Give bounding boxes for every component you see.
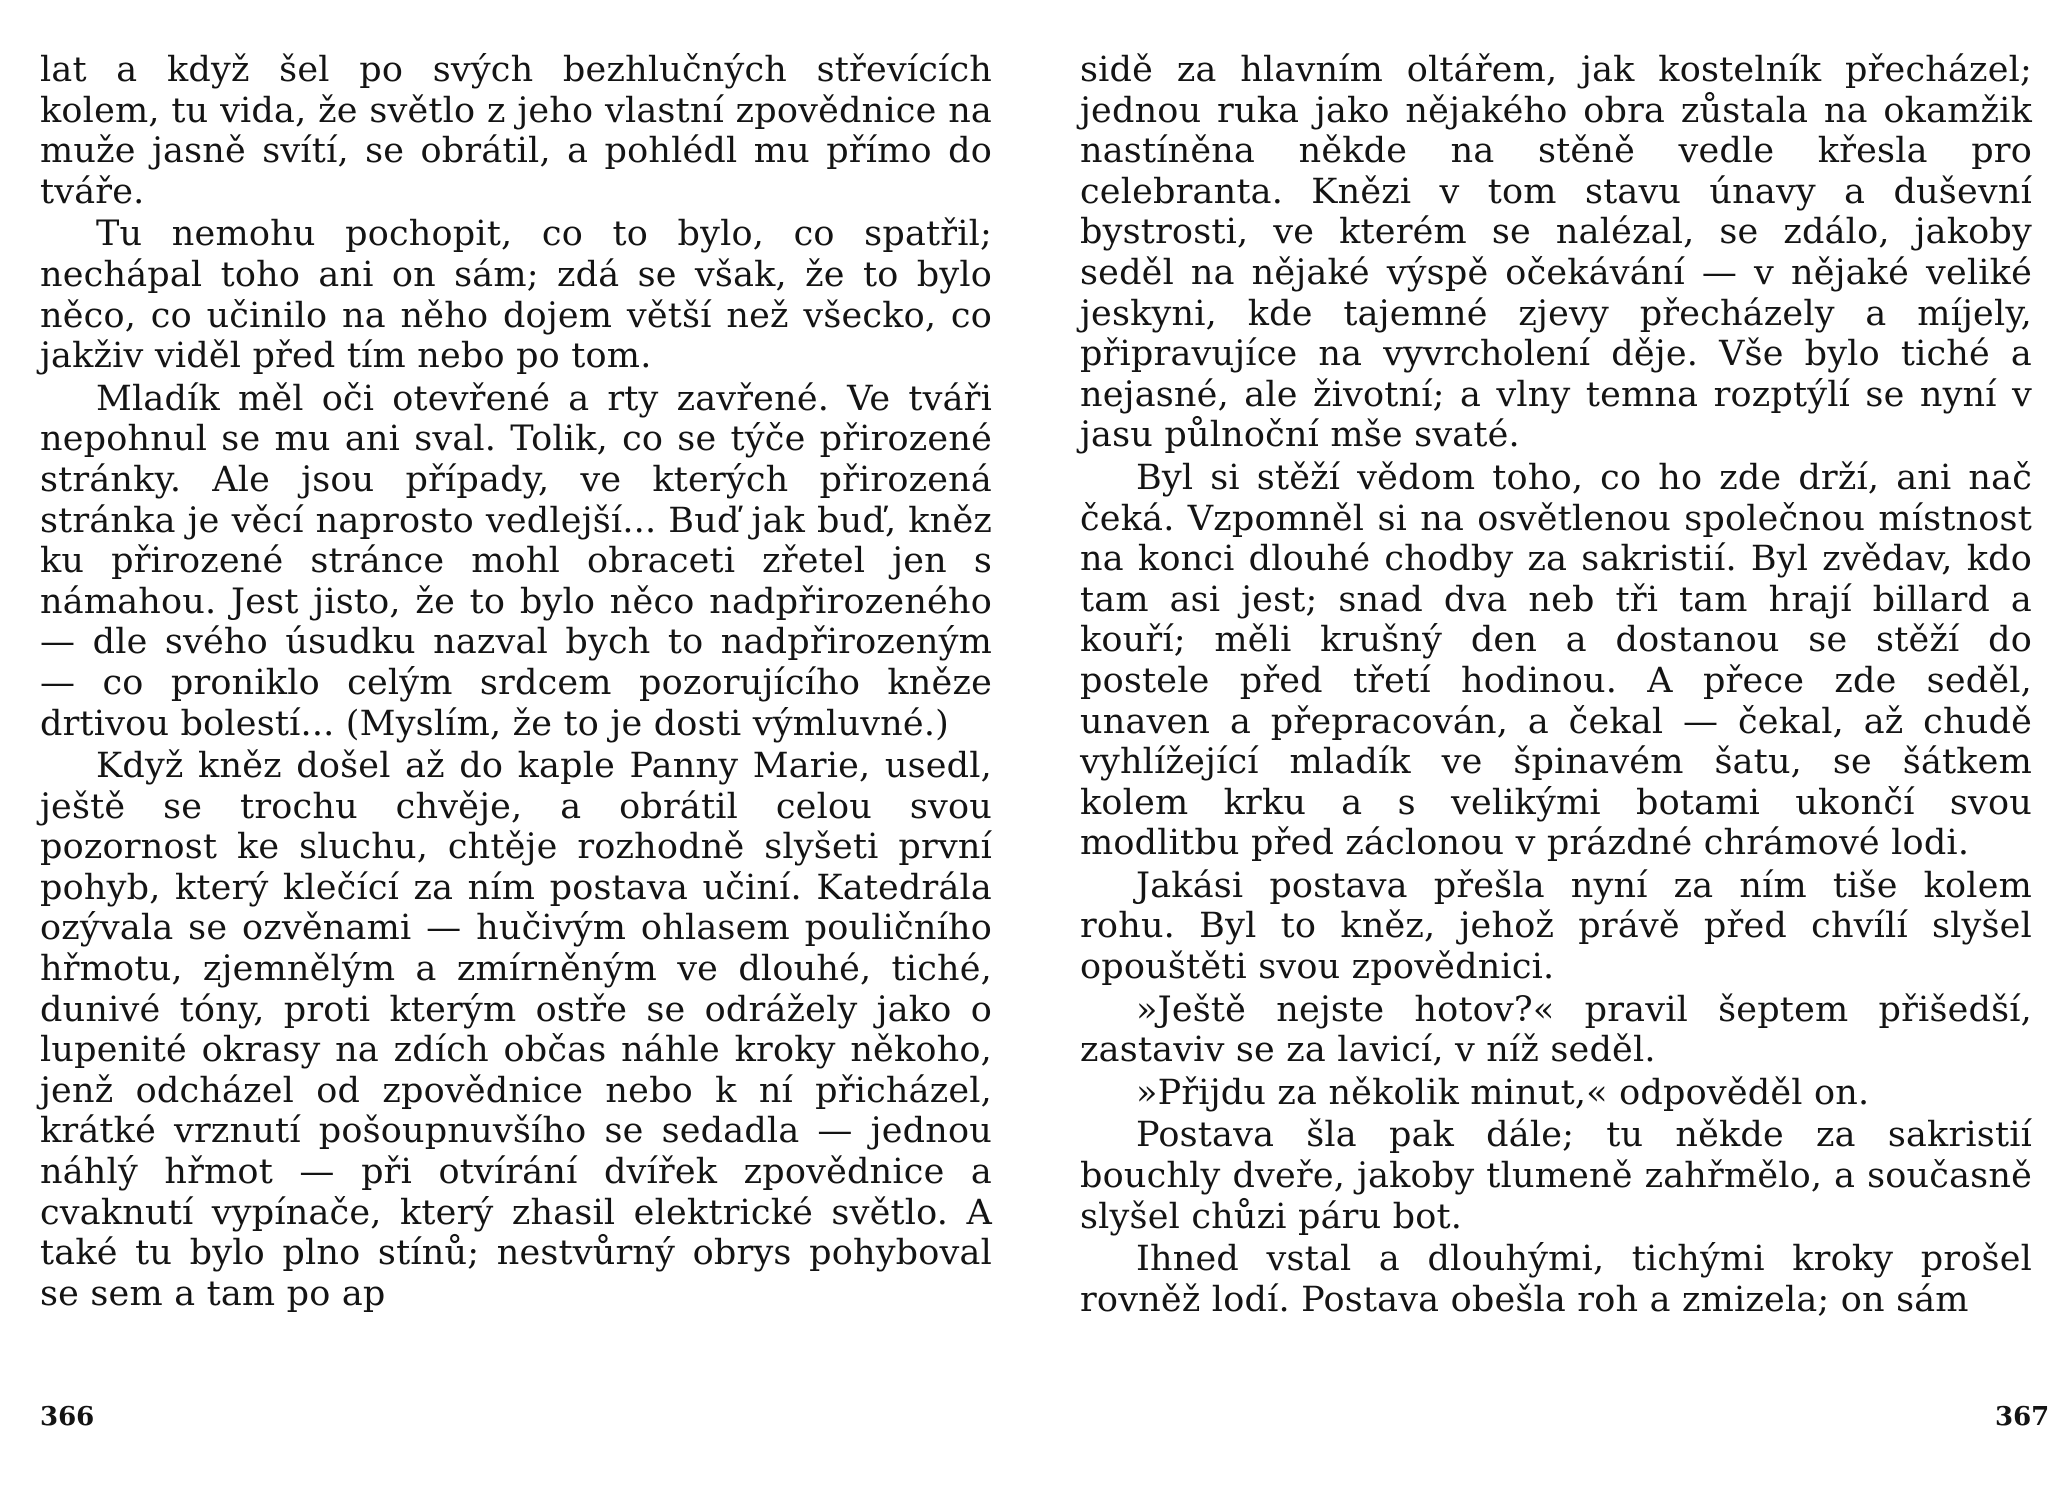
paragraph: Ihned vstal a dlouhými, tichými kroky prošel rovněž lodí. Postava obešla roh a zmizela; on sám	[1080, 1239, 2032, 1320]
left-page	[40, 50, 992, 1314]
paragraph: sidě za hlavním oltářem, jak kostelník přecházel; jednou ruka jako nějakého obra zůstala na okamžik nastíněna někde na stěně vedle křesla pro celebranta. Knězi v tom stavu únavy a duševní bystrosti, ve kterém se nalézal, se zdálo, jakoby seděl na nějaké výspě očekávání — v nějaké veliké jeskyni, kde tajemné zjevy přecházely a míjely, připravujíce na vyvrcholení děje. Vše bylo tiché a nejasné, ale životní; a vlny temna rozptýlí se nyní v jasu půlnoční mše svaté.	[1080, 50, 2032, 456]
paragraph: Tu nemohu pochopit, co to bylo, co spatřil; nechápal toho ani on sám; zdá se však, že to bylo něco, co učinilo na něho dojem větší než všecko, co jakživ viděl před tím nebo po tom.	[40, 214, 992, 377]
paragraph: Jakási postava přešla nyní za ním tiše kolem rohu. Byl to kněz, jehož právě před chvílí slyšel opouštěti svou zpovědnici.	[1080, 865, 2032, 988]
paragraph: Mladík měl oči otevřené a rty zavřené. Ve tváři nepohnul se mu ani sval. Tolik, co se týče přirozené stránky. Ale jsou případy, ve kterých přirozená stránka je věcí naprosto vedlejší... Buď jak buď, kněz ku přirozené stránce mohl obraceti zřetel jen s námahou. Jest jisto, že to bylo něco nadpřirozeného — dle svého úsudku nazval bych to nadpřirozeným — co proniklo celým srdcem pozorujícího kněze drtivou bolestí... (Myslím, že to je dosti výmluvné.)	[40, 378, 992, 744]
right-page	[1080, 50, 2032, 1320]
paragraph: Byl si stěží vědom toho, co ho zde drží, ani nač čeká. Vzpomněl si na osvětlenou společnou místnost na konci dlouhé chodby za sakristií. Byl zvědav, kdo tam asi jest; snad dva neb tři tam hrají billard a kouří; měli krušný den a dostanou se stěží do postele před třetí hodinou. A přece zde seděl, unaven a přepracován, a čekal — čekal, až chudě vyhlížející mladík ve špinavém šatu, se šátkem kolem krku a s velikými botami ukončí svou modlitbu před záclonou v prázdné chrámové lodi.	[1080, 457, 2032, 864]
paragraph: »Ještě nejste hotov?« pravil šeptem přišedší, zastaviv se za lavicí, v níž seděl.	[1080, 989, 2032, 1071]
page-number-right: 367	[1995, 1402, 2050, 1432]
page-number-left: 366	[40, 1402, 95, 1432]
paragraph: lat a když šel po svých bezhlučných střevících kolem, tu vida, že světlo z jeho vlastní zpovědnice na muže jasně svítí, se obrátil, a pohlédl mu přímo do tváře.	[40, 50, 992, 212]
paragraph: »Přijdu za několik minut,« odpověděl on.	[1136, 1072, 1870, 1113]
paragraph: Postava šla pak dále; tu někde za sakristií bouchly dveře, jakoby tlumeně zahřmělo, a současně slyšel chůzi páru bot.	[1080, 1115, 2032, 1237]
paragraph: Když kněz došel až do kaple Panny Marie, usedl, ještě se trochu chvěje, a obrátil celou svou pozornost ke sluchu, chtěje rozhodně slyšeti první pohyb, který klečící za ním postava učiní. Katedrála ozývala se ozvěnami — hučivým ohlasem pouličního hřmotu, zjemnělým a zmírněným ve dlouhé, tiché, dunivé tóny, proti kterým ostře se odrážely jako o lupenité okrasy na zdích občas náhle kroky někoho, jenž odcházel od zpovědnice nebo k ní přicházel, krátké vrznutí pošoupnuvšího se sedadla — jednou náhlý hřmot — při otvírání dvířek zpovědnice a cvaknutí vypínače, který zhasil elektrické světlo. A také tu bylo plno stínů; nestvůrný obrys pohyboval se sem a tam po ap	[40, 746, 992, 1314]
